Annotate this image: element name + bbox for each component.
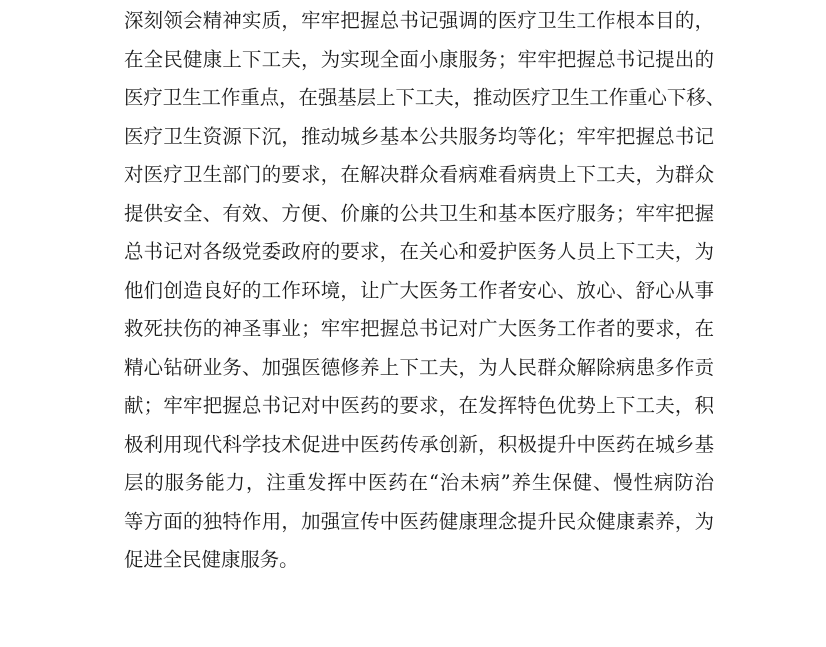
text-line: 促进全民健康服务。: [124, 548, 299, 571]
text-line: 精心钻研业务、加强医德修养上下工夫，为人民群众解除病患多作贡: [124, 355, 714, 379]
text-line: 救死扶伤的神圣事业；牢牢把握总书记对广大医务工作者的要求，在: [124, 317, 714, 340]
text-line: 层的服务能力，注重发挥中医药在“治未病”养生保健、慢性病防治: [124, 471, 714, 494]
text-line: 总书记对各级党委政府的要求，在关心和爱护医务人员上下工夫，为: [124, 240, 714, 263]
text-line: 深刻领会精神实质，牢牢把握总书记强调的医疗卫生工作根本目的，: [124, 9, 714, 32]
text-line: 医疗卫生资源下沉，推动城乡基本公共服务均等化；牢牢把握总书记: [124, 124, 714, 148]
text-line: 在全民健康上下工夫，为实现全面小康服务；牢牢把握总书记提出的: [124, 47, 714, 71]
text-line: 极利用现代科学技术促进中医药传承创新，积极提升中医药在城乡基: [124, 432, 714, 456]
text-line: 等方面的独特作用，加强宣传中医药健康理念提升民众健康素养，为: [124, 509, 714, 533]
text-line: 他们创造良好的工作环境，让广大医务工作者安心、放心、舒心从事: [124, 278, 714, 302]
text-line: 提供安全、有效、方便、价廉的公共卫生和基本医疗服务；牢牢把握: [124, 201, 714, 225]
text-line: 献；牢牢把握总书记对中医药的要求，在发挥特色优势上下工夫，积: [124, 394, 714, 417]
body-paragraph: [124, 5, 726, 583]
text-line: 对医疗卫生部门的要求，在解决群众看病难看病贵上下工夫，为群众: [124, 163, 714, 186]
text-line: 医疗卫生工作重点，在强基层上下工夫，推动医疗卫生工作重心下移、: [124, 86, 726, 109]
